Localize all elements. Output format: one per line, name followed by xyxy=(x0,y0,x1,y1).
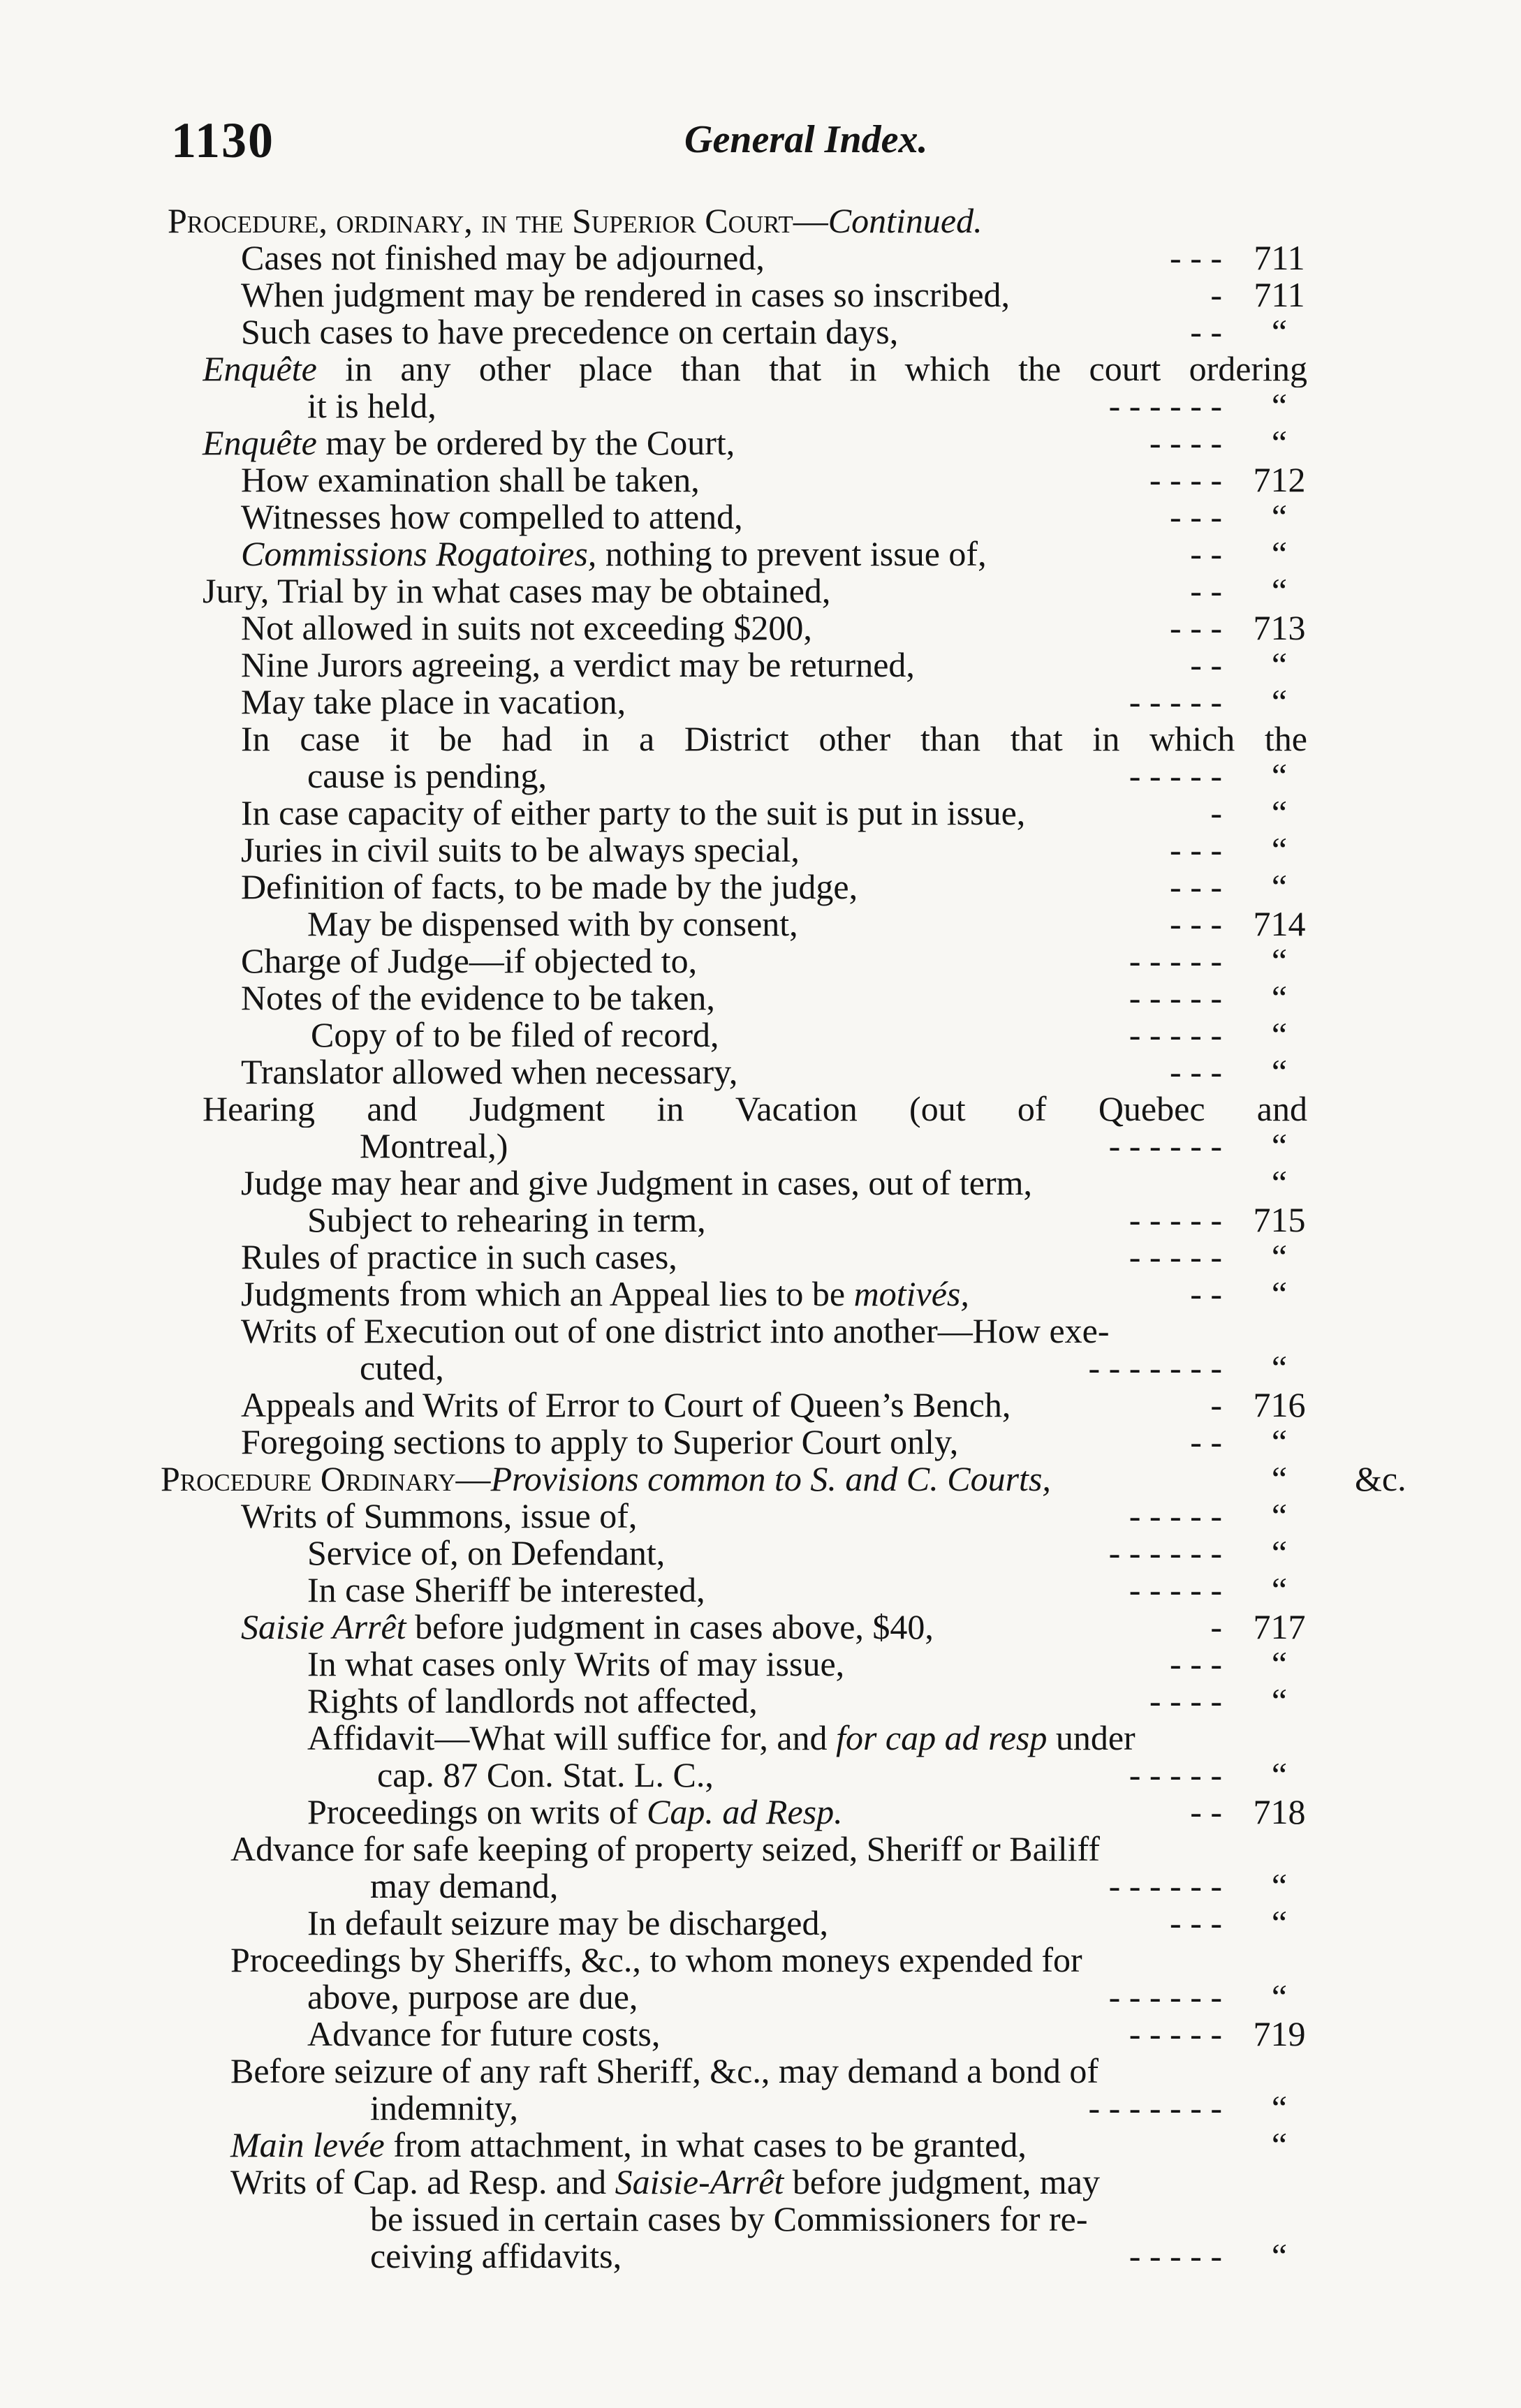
index-entry xyxy=(0,2090,1521,2127)
entry-fragment: Jury, Trial by in what cases may be obtained, xyxy=(203,571,831,610)
entry-fragment: be issued in certain cases by Commissioners for re- xyxy=(370,2199,1088,2238)
entry-text xyxy=(241,535,987,573)
entry-fragment: Writs of Execution out of one district into another—How exe- xyxy=(241,1311,1110,1350)
entry-fragment: may demand, xyxy=(370,1866,559,1905)
entry-text xyxy=(360,1350,444,1387)
entry-fragment: Judge may hear and give Judgment in cases, out of term, xyxy=(241,1163,1033,1202)
entry-text xyxy=(241,980,715,1017)
page-reference: “ xyxy=(1271,867,1288,906)
entry-text xyxy=(370,2090,518,2127)
entry-text xyxy=(230,2164,1100,2201)
entry-text xyxy=(241,1498,637,1535)
index-entry xyxy=(0,1683,1521,1720)
entry-fragment: Advance for future costs, xyxy=(307,2014,661,2053)
index-entry xyxy=(0,2127,1521,2164)
index-entry xyxy=(0,1165,1521,1202)
page-reference: “ xyxy=(1271,793,1288,832)
entry-fragment: Witnesses how compelled to attend, xyxy=(241,497,743,536)
entry-text xyxy=(241,313,898,350)
index-entry xyxy=(0,387,1521,424)
entry-fragment: Judgments from which an Appeal lies to be xyxy=(241,1274,854,1313)
entry-fragment: Not allowed in suits not exceeding $200, xyxy=(241,608,812,647)
index-entry xyxy=(0,498,1521,535)
entry-text xyxy=(307,1979,638,2016)
index-entry xyxy=(0,276,1521,313)
index-entry xyxy=(0,758,1521,795)
entry-fragment: Affidavit—What will suffice for, and xyxy=(307,1718,837,1757)
leader-dashes: - xyxy=(1210,793,1222,832)
entry-fragment: may be ordered by the Court, xyxy=(316,423,735,462)
leader-dashes: - xyxy=(1210,1607,1222,1646)
index-entry xyxy=(0,1794,1521,1831)
entry-text xyxy=(241,1387,1011,1424)
entry-text xyxy=(307,1720,1136,1757)
entry-fragment: above, purpose are due, xyxy=(307,1977,638,2016)
entry-fragment: it is held, xyxy=(307,386,436,425)
leader-dashes: - - - - - - xyxy=(1108,386,1222,425)
index-entry xyxy=(0,1757,1521,1794)
entry-fragment: Continued. xyxy=(828,201,983,240)
entry-fragment: Saisie-Arrêt xyxy=(615,2162,784,2201)
index-entry xyxy=(0,1831,1521,1868)
leader-dashes: - - - xyxy=(1170,238,1222,277)
entry-fragment: cause is pending, xyxy=(307,756,547,795)
leader-dashes: - - - - - xyxy=(1129,1237,1222,1276)
index-entry xyxy=(0,2053,1521,2090)
entry-text xyxy=(241,684,626,721)
entry-fragment: Enquête xyxy=(203,423,317,462)
index-entry xyxy=(0,1350,1521,1387)
page-reference: “ xyxy=(1271,682,1288,721)
page-reference: “ xyxy=(1271,1533,1288,1572)
page-reference: “ xyxy=(1271,1570,1288,1609)
leader-dashes: - - xyxy=(1190,534,1222,573)
leader-dashes: - xyxy=(1210,1385,1222,1424)
leader-dashes: - - - - - xyxy=(1129,1570,1222,1609)
entry-text xyxy=(241,276,1010,313)
leader-dashes: - - - xyxy=(1170,608,1222,647)
page-reference: “ xyxy=(1271,2236,1288,2275)
entry-fragment: before judgment in cases above, $40, xyxy=(406,1607,934,1646)
entry-fragment: Definition of facts, to be made by the judge, xyxy=(241,867,858,906)
leader-dashes: - - - - - - xyxy=(1108,1866,1222,1905)
entry-fragment: In what cases only Writs of may issue, xyxy=(307,1644,845,1683)
index-entry xyxy=(0,1202,1521,1239)
entry-text xyxy=(241,1313,1110,1350)
page-reference: “ xyxy=(1271,534,1288,573)
entry-text xyxy=(377,1757,714,1794)
entry-text xyxy=(370,2201,1088,2238)
entry-fragment: Before seizure of any raft Sheriff, &c., may demand a bond of xyxy=(230,2051,1099,2090)
leader-dashes: - - - - - - xyxy=(1108,1533,1222,1572)
entry-fragment: Rules of practice in such cases, xyxy=(241,1237,677,1276)
index-entry xyxy=(0,2164,1521,2201)
index-entry xyxy=(0,424,1521,461)
index-entry xyxy=(0,1868,1521,1905)
leader-dashes: - - xyxy=(1190,571,1222,610)
entry-text xyxy=(370,1868,558,1905)
index-entry xyxy=(0,1461,1521,1498)
leader-dashes: - - - - - xyxy=(1129,978,1222,1017)
entry-fragment: Provisions common to S. and C. Courts, xyxy=(490,1459,1051,1498)
entry-text xyxy=(307,1683,758,1720)
entry-fragment: Rights of landlords not affected, xyxy=(307,1681,758,1720)
leader-dashes: - - - xyxy=(1170,1052,1222,1091)
leader-dashes: - - xyxy=(1190,1792,1222,1831)
index-entry xyxy=(0,906,1521,943)
entry-text xyxy=(168,202,983,239)
index-entry xyxy=(0,1054,1521,1091)
entry-fragment: May be dispensed with by consent, xyxy=(307,904,798,943)
index-entry xyxy=(0,1609,1521,1646)
leader-dashes: - - - - - xyxy=(1129,1496,1222,1535)
index-entry xyxy=(0,1091,1521,1128)
page-reference: “ xyxy=(1271,1496,1288,1535)
index-entry xyxy=(0,202,1521,239)
entry-fragment: Such cases to have precedence on certain days, xyxy=(241,312,899,351)
page-reference: “ xyxy=(1271,1755,1288,1794)
entry-text xyxy=(203,424,735,461)
entry-fragment: cuted, xyxy=(360,1348,444,1387)
page-reference: “ xyxy=(1271,1422,1288,1461)
entry-text xyxy=(230,1831,1100,1868)
leader-dashes: - - - - xyxy=(1149,423,1222,462)
entry-text xyxy=(307,1202,706,1239)
entry-fragment: Writs of Cap. ad Resp. and xyxy=(230,2162,615,2201)
entry-text xyxy=(241,1424,958,1461)
entry-fragment: Advance for safe keeping of property seized, Sheriff or Bailiff xyxy=(230,1829,1100,1868)
entry-text xyxy=(230,1942,1082,1979)
page-reference: “ xyxy=(1271,1126,1288,1165)
leader-dashes: - - xyxy=(1190,1274,1222,1313)
page-reference: “ xyxy=(1271,941,1288,980)
entry-text xyxy=(241,1165,1032,1202)
index-entry xyxy=(0,1979,1521,2016)
page-reference: 713 xyxy=(1253,608,1306,647)
index-entry xyxy=(0,2238,1521,2275)
page-reference: “ xyxy=(1271,386,1288,425)
leader-dashes: - - - xyxy=(1170,1644,1222,1683)
entry-fragment: Cap. ad Resp. xyxy=(647,1792,843,1831)
entry-text xyxy=(307,387,436,424)
leader-dashes: - - - xyxy=(1170,1903,1222,1942)
entry-fragment: Procedure Ordinary— xyxy=(161,1459,491,1498)
entry-text xyxy=(370,2238,622,2275)
leader-dashes: - - - xyxy=(1170,867,1222,906)
index-entry xyxy=(0,1646,1521,1683)
entry-fragment: Nine Jurors agreeing, a verdict may be returned, xyxy=(241,645,915,684)
page-reference: “ xyxy=(1271,1903,1288,1942)
index-entry xyxy=(0,1535,1521,1572)
entry-fragment: In case Sheriff be interested, xyxy=(307,1570,705,1609)
index-entry xyxy=(0,943,1521,980)
leader-dashes: - - xyxy=(1190,1422,1222,1461)
entry-fragment: Appeals and Writs of Error to Court of Queen’s Bench, xyxy=(241,1385,1011,1424)
index-entry xyxy=(0,313,1521,350)
index-entry xyxy=(0,535,1521,573)
leader-dashes: - - - - - xyxy=(1129,1200,1222,1239)
entry-text xyxy=(241,943,697,980)
index-entry xyxy=(0,350,1521,387)
page-reference: “ xyxy=(1271,830,1288,869)
leader-dashes: - - - - - xyxy=(1129,1755,1222,1794)
index-entry xyxy=(0,1424,1521,1461)
page-reference: 714 xyxy=(1253,904,1306,943)
entry-fragment: Hearing and Judgment in Vacation (out of Quebec and xyxy=(203,1091,1307,1128)
entry-fragment: Service of, on Defendant, xyxy=(307,1533,666,1572)
page-reference: “ xyxy=(1271,1681,1288,1720)
entry-text xyxy=(307,1646,844,1683)
leader-dashes: - - - - - xyxy=(1129,2014,1222,2053)
entry-text xyxy=(241,610,812,647)
page-reference: “ xyxy=(1271,1237,1288,1276)
index-entry xyxy=(0,2016,1521,2053)
page-reference: “ xyxy=(1271,2125,1288,2164)
page-reference: 711 xyxy=(1254,275,1305,314)
leader-dashes: - - - - - xyxy=(1129,682,1222,721)
entry-fragment: for cap ad resp xyxy=(836,1718,1048,1757)
leader-dashes: - - - - xyxy=(1149,460,1222,499)
entry-fragment: Juries in civil suits to be always special, xyxy=(241,830,800,869)
entry-fragment: indemnity, xyxy=(370,2088,519,2127)
entry-fragment: Main levée xyxy=(230,2125,385,2164)
page-reference: “ xyxy=(1271,1163,1288,1202)
page-reference: “ xyxy=(1271,571,1288,610)
entry-fragment: under xyxy=(1047,1718,1136,1757)
entry-text xyxy=(241,869,858,906)
leader-dashes: - - xyxy=(1190,312,1222,351)
index-entry xyxy=(0,1387,1521,1424)
entry-fragment: Proceedings on writs of xyxy=(307,1792,647,1831)
index-entry xyxy=(0,684,1521,721)
page-reference: 712 xyxy=(1253,460,1306,499)
entry-fragment: Notes of the evidence to be taken, xyxy=(241,978,715,1017)
entry-fragment: motivés, xyxy=(853,1274,969,1313)
index-entry xyxy=(0,461,1521,498)
index-entries xyxy=(0,202,1521,2275)
entry-fragment: Foregoing sections to apply to Superior Court only, xyxy=(241,1422,959,1461)
entry-text xyxy=(241,721,1307,758)
leader-dashes: - - - - - xyxy=(1129,756,1222,795)
page-reference: “ xyxy=(1271,1644,1288,1683)
index-entry xyxy=(0,721,1521,758)
entry-text xyxy=(161,1461,1051,1498)
entry-fragment: cap. 87 Con. Stat. L. C., xyxy=(377,1755,714,1794)
entry-fragment: Translator allowed when necessary, xyxy=(241,1052,738,1091)
page-reference: “ xyxy=(1271,1459,1288,1498)
page-reference: “ xyxy=(1271,1977,1288,2016)
entry-text xyxy=(241,1239,677,1276)
entry-fragment: Enquête xyxy=(203,350,317,387)
index-entry xyxy=(0,1572,1521,1609)
page-reference: “ xyxy=(1271,2088,1288,2127)
entry-fragment: In case capacity of either party to the suit is put in issue, xyxy=(241,793,1026,832)
entry-text xyxy=(203,350,1307,387)
index-entry xyxy=(0,795,1521,832)
leader-dashes: - - - - - xyxy=(1129,1015,1222,1054)
leader-dashes: - - - - - - xyxy=(1108,1977,1222,2016)
index-entry xyxy=(0,1313,1521,1350)
entry-text xyxy=(241,498,743,535)
index-entry xyxy=(0,239,1521,276)
entry-fragment: in any other place than that in which the court ordering xyxy=(316,350,1307,387)
entry-fragment: Commissions Rogatoires, xyxy=(241,534,597,573)
entry-fragment: ceiving affidavits, xyxy=(370,2236,622,2275)
page-reference: 717 xyxy=(1253,1607,1306,1646)
entry-text xyxy=(241,795,1025,832)
page-reference: “ xyxy=(1271,756,1288,795)
entry-text xyxy=(307,906,798,943)
page-reference: “ xyxy=(1271,978,1288,1017)
entry-fragment: Cases not finished may be adjourned, xyxy=(241,238,765,277)
index-entry xyxy=(0,1239,1521,1276)
entry-fragment: Montreal,) xyxy=(360,1126,508,1165)
entry-text xyxy=(241,647,915,684)
page-reference: “ xyxy=(1271,312,1288,351)
entry-fragment: from attachment, in what cases to be granted, xyxy=(384,2125,1027,2164)
entry-fragment: When judgment may be rendered in cases so inscribed, xyxy=(241,275,1011,314)
index-entry xyxy=(0,1720,1521,1757)
entry-text xyxy=(360,1128,508,1165)
entry-fragment: nothing to prevent issue of, xyxy=(596,534,987,573)
page-reference: “ xyxy=(1271,645,1288,684)
index-entry xyxy=(0,1498,1521,1535)
leader-dashes: - - xyxy=(1190,645,1222,684)
leader-dashes: - - - xyxy=(1170,830,1222,869)
page-reference: 715 xyxy=(1253,1200,1306,1239)
entry-text xyxy=(241,1609,934,1646)
entry-text xyxy=(307,1905,828,1942)
leader-dashes: - - - - - xyxy=(1129,2236,1222,2275)
entry-fragment: Proceedings by Sheriffs, &c., to whom moneys expended for xyxy=(230,1940,1082,1979)
entry-fragment: In default seizure may be discharged, xyxy=(307,1903,828,1942)
page-reference: “ xyxy=(1271,1274,1288,1313)
index-entry xyxy=(0,1276,1521,1313)
entry-fragment: before judgment, may xyxy=(784,2162,1100,2201)
entry-fragment: May take place in vacation, xyxy=(241,682,626,721)
running-head-title: General Index. xyxy=(684,118,928,161)
entry-extra-text: &c. xyxy=(1355,1459,1406,1498)
page-reference: 719 xyxy=(1253,2014,1306,2053)
entry-text xyxy=(241,461,700,498)
page-reference: 711 xyxy=(1254,238,1305,277)
index-entry xyxy=(0,1905,1521,1942)
entry-text xyxy=(203,1091,1307,1128)
entry-fragment: How examination shall be taken, xyxy=(241,460,700,499)
index-entry xyxy=(0,1017,1521,1054)
index-entry xyxy=(0,980,1521,1017)
entry-text xyxy=(307,1794,843,1831)
entry-fragment: Charge of Judge—if objected to, xyxy=(241,941,698,980)
entry-text xyxy=(307,758,547,795)
entry-text xyxy=(230,2127,1027,2164)
entry-fragment: Subject to rehearing in term, xyxy=(307,1200,706,1239)
page-reference: 716 xyxy=(1253,1385,1306,1424)
entry-text xyxy=(203,573,830,610)
index-entry xyxy=(0,610,1521,647)
leader-dashes: - - - xyxy=(1170,497,1222,536)
leader-dashes: - - - - - - - xyxy=(1088,1348,1222,1387)
page-reference: “ xyxy=(1271,1866,1288,1905)
page-reference: “ xyxy=(1271,497,1288,536)
entry-text xyxy=(307,2016,660,2053)
entry-fragment: In case it be had in a District other than that in which the xyxy=(241,721,1307,758)
index-entry xyxy=(0,1942,1521,1979)
index-entry xyxy=(0,869,1521,906)
entry-text xyxy=(307,1535,665,1572)
entry-text xyxy=(241,832,800,869)
entry-text xyxy=(311,1017,719,1054)
leader-dashes: - xyxy=(1210,275,1222,314)
entry-text xyxy=(241,1276,969,1313)
index-entry xyxy=(0,832,1521,869)
index-entry xyxy=(0,573,1521,610)
entry-fragment: Saisie Arrêt xyxy=(241,1607,406,1646)
leader-dashes: - - - xyxy=(1170,904,1222,943)
leader-dashes: - - - - - xyxy=(1129,941,1222,980)
entry-text xyxy=(307,1572,705,1609)
index-entry xyxy=(0,647,1521,684)
entry-fragment: Procedure, ordinary, in the Superior Court— xyxy=(168,201,828,240)
entry-text xyxy=(241,1054,737,1091)
page-reference: “ xyxy=(1271,1052,1288,1091)
entry-fragment: Copy of to be filed of record, xyxy=(311,1015,719,1054)
page-reference: “ xyxy=(1271,1348,1288,1387)
leader-dashes: - - - - - - xyxy=(1108,1126,1222,1165)
index-entry xyxy=(0,2201,1521,2238)
page-reference: “ xyxy=(1271,423,1288,462)
page-reference: “ xyxy=(1271,1015,1288,1054)
entry-fragment: Writs of Summons, issue of, xyxy=(241,1496,638,1535)
index-entry xyxy=(0,1128,1521,1165)
entry-text xyxy=(230,2053,1098,2090)
leader-dashes: - - - - - - - xyxy=(1088,2088,1222,2127)
page-reference: 718 xyxy=(1253,1792,1306,1831)
entry-text xyxy=(241,239,765,276)
page-number: 1130 xyxy=(171,112,275,168)
leader-dashes: - - - - xyxy=(1149,1681,1222,1720)
